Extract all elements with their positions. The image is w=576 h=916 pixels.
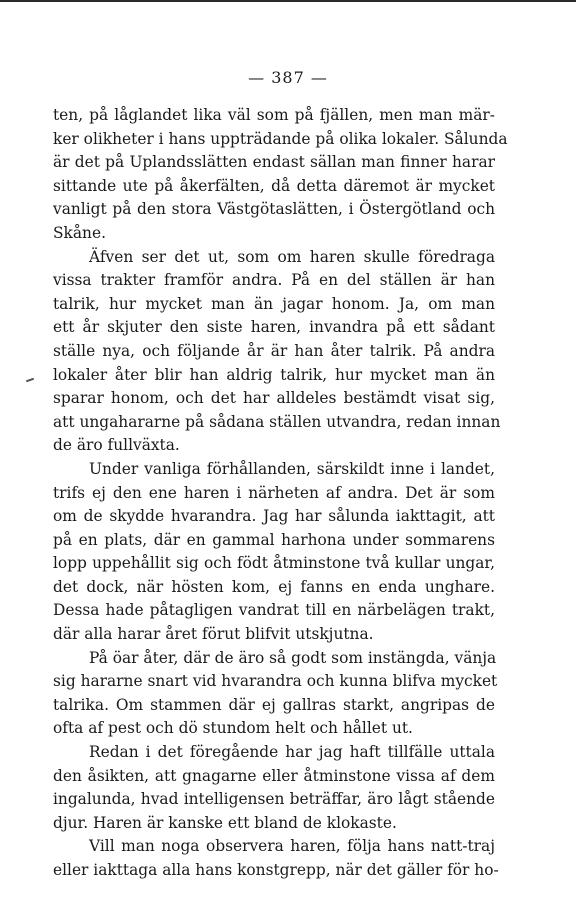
- text-line: de äro fullväxta.: [53, 436, 180, 455]
- text-line: talrika. Om stammen där ej gallras starkt, angripas de: [53, 695, 495, 714]
- text-line: sittande ute på åkerfälten, då detta däremot är mycket: [53, 176, 495, 195]
- text-line: lokaler åter blir han aldrig talrik, hur mycket man än: [53, 365, 495, 384]
- text-line: Under vanliga förhållanden, särskildt inne i landet,: [89, 459, 495, 478]
- text-line: är det på Uplandsslätten endast sällan man finner harar: [53, 153, 495, 172]
- text-line: djur. Haren är kanske ett bland de klokaste.: [53, 813, 397, 832]
- text-line: eller iakttaga alla hans konstgrepp, när det gäller för ho-: [53, 861, 499, 879]
- text-line: lopp uppehållit sig och födt åtminstone två kullar ungar,: [53, 554, 495, 573]
- paragraph: [53, 647, 498, 741]
- top-border-rule: [0, 0, 576, 2]
- text-line: ingalunda, hvad intelligensen beträffar, äro lågt stående: [53, 790, 495, 809]
- text-line: trifs ej den ene haren i närheten af andra. Det är som: [53, 483, 495, 502]
- paragraph: [53, 458, 495, 647]
- text-line: den åsikten, att gnagarne eller åtminstone vissa af dem: [53, 766, 495, 785]
- text-line: Vill man noga observera haren, följa hans natt-traj: [89, 837, 495, 856]
- text-line: på en plats, där en gammal harhona under sommarens: [53, 530, 495, 549]
- text-line: ofta af pest och dö stundom helt och hållet ut.: [53, 719, 413, 738]
- text-line: sparar honom, och det har alldeles bestämdt visat sig,: [53, 389, 495, 408]
- paragraph: [53, 835, 499, 882]
- text-line: det dock, när hösten kom, ej fanns en enda unghare.: [53, 577, 495, 596]
- text-line: På öar åter, där de äro så godt som instängda, vänja: [89, 648, 497, 667]
- text-line: ker olikheter i hans uppträdande på olika lokaler. Sålunda: [53, 129, 508, 148]
- text-line: Skåne.: [53, 223, 106, 242]
- margin-pencil-mark: [26, 378, 34, 383]
- text-line: ten, på låglandet lika väl som på fjällen, men man mär-: [53, 106, 495, 124]
- text-line: om de skydde hvarandra. Jag har sålunda iakttagit, att: [53, 507, 495, 526]
- text-line: talrik, hur mycket man än jagar honom. Ja, om man: [53, 294, 495, 313]
- body-text: [53, 104, 508, 883]
- text-line: Äfven ser det ut, som om haren skulle föredraga: [89, 247, 495, 266]
- text-line: ställe nya, och följande år är han åter talrik. På andra: [53, 341, 495, 360]
- text-line: vissa trakter framför andra. På en del ställen är han: [53, 271, 495, 290]
- text-line: Redan i det föregående har jag haft tillfälle uttala: [89, 743, 495, 762]
- paragraph: [53, 741, 495, 835]
- paragraph: [53, 246, 501, 458]
- text-line: där alla harar året förut blifvit utskjutna.: [53, 625, 374, 644]
- page-number: — 387 —: [248, 68, 328, 87]
- text-line: ett år skjuter den siste haren, invandra på ett sådant: [53, 318, 495, 337]
- paragraph: [53, 104, 508, 246]
- text-line: att ungahararne på sådana ställen utvandra, redan innan: [53, 412, 501, 431]
- text-line: vanligt på den stora Västgötaslätten, i Östergötland och: [53, 200, 495, 219]
- text-line: sig hararne snart vid hvarandra och kunna blifva mycket: [53, 672, 498, 691]
- text-line: Dessa hade påtagligen vandrat till en närbelägen trakt,: [53, 601, 495, 620]
